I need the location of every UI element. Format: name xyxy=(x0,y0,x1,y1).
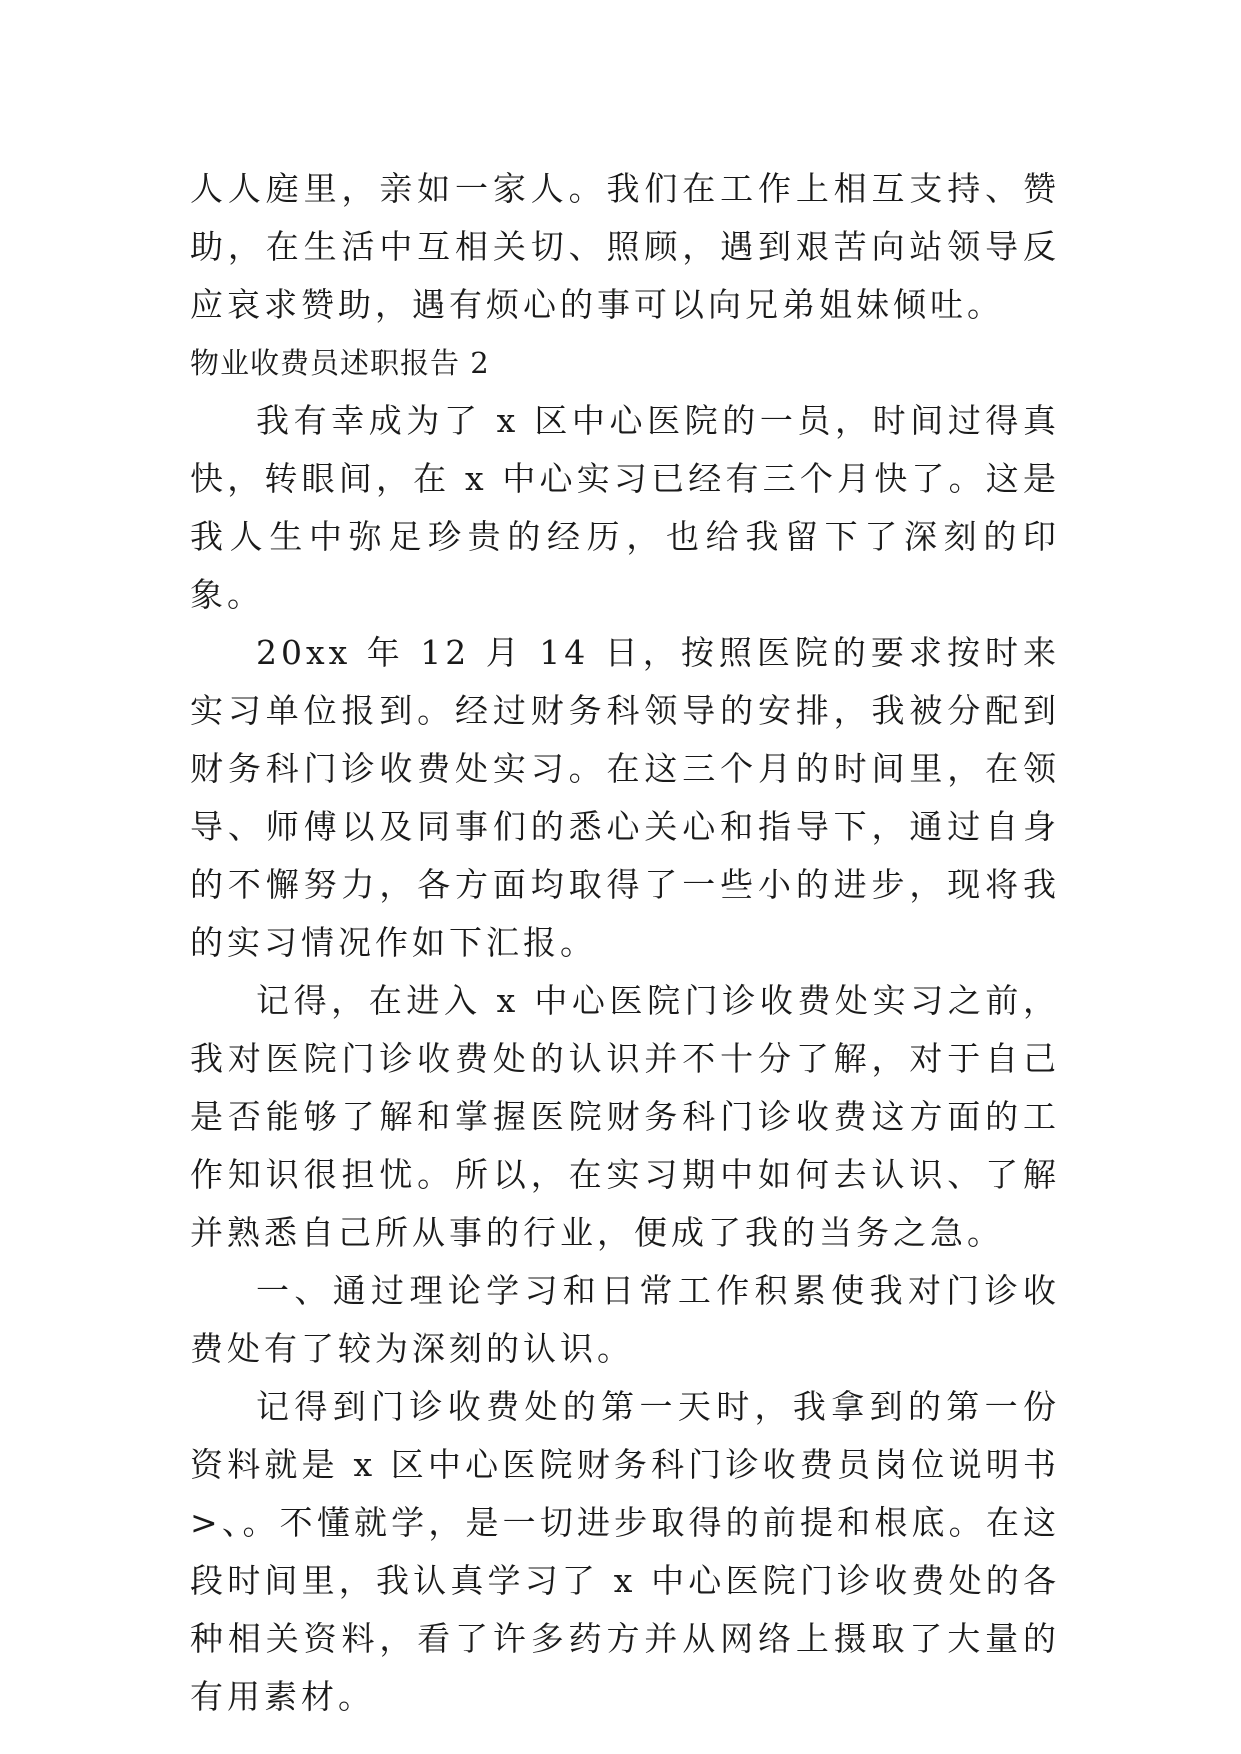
paragraph-arrival: 20xx 年 12 月 14 日，按照医院的要求按时来实习单位报到。经过财务科领导的安排，我被分配到财务科门诊收费处实习。在这三个月的时间里，在领导、师傅以及同事们的悉心关心和指导下，通过自身的不懈努力，各方面均取得了一些小的进步，现将我的实习情况作如下汇报。 xyxy=(190,633,1060,962)
paragraph-intro: 我有幸成为了 x 区中心医院的一员，时间过得真快，转眼间，在 x 中心实习已经有三个月快了。这是我人生中弥足珍贵的经历，也给我留下了深刻的印象。 xyxy=(190,401,1060,614)
section-heading: 物业收费员述职报告 2 xyxy=(190,346,490,380)
document-body xyxy=(190,160,1060,1726)
paragraph-continued: 人人庭里，亲如一家人。我们在工作上相互支持、赞助，在生活中互相关切、照顾，遇到艰苦向站领导反应哀求赞助，遇有烦心的事可以向兄弟姐妹倾吐。 xyxy=(190,169,1060,324)
paragraph-before-internship: 记得，在进入 x 中心医院门诊收费处实习之前，我对医院门诊收费处的认识并不十分了解，对于自己是否能够了解和掌握医院财务科门诊收费这方面的工作知识很担忧。所以，在实习期中如何去认识、了解并熟悉自己所从事的行业，便成了我的当务之急。 xyxy=(190,981,1060,1252)
paragraph-first-day: 记得到门诊收费处的第一天时，我拿到的第一份资料就是 x 区中心医院财务科门诊收费员岗位说明书>、。不懂就学，是一切进步取得的前提和根底。在这段时间里，我认真学习了 x 中心医院门诊收费处的各种相关资料，看了许多药方并从网络上摄取了大量的有用素材。 xyxy=(190,1387,1060,1716)
paragraph-section-one: 一、通过理论学习和日常工作积累使我对门诊收费处有了较为深刻的认识。 xyxy=(190,1271,1060,1368)
